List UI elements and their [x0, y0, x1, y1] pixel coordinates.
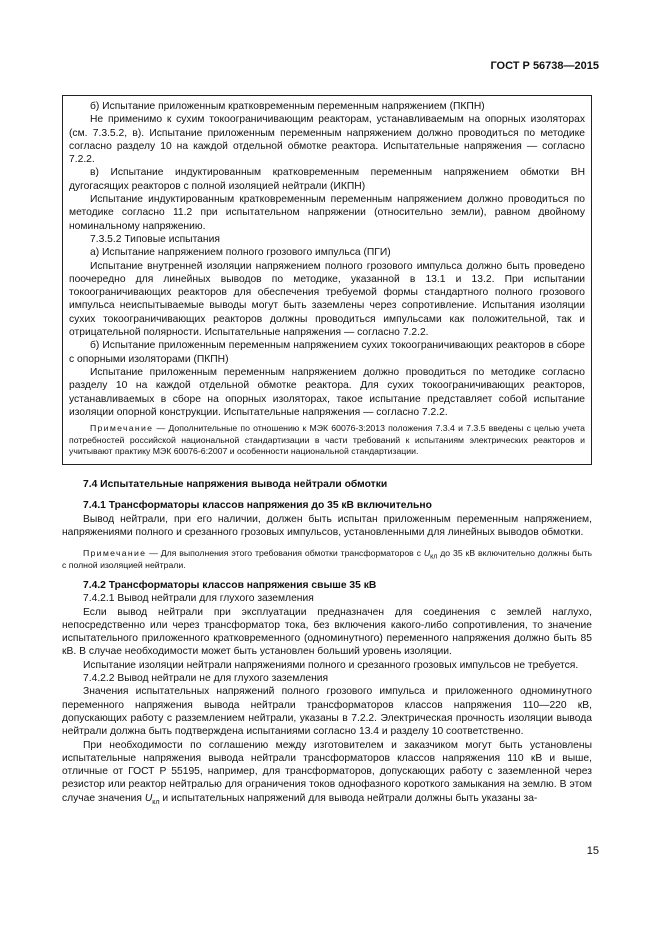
subsection-heading: 7.3.5.2 Типовые испытания [90, 233, 220, 245]
section-heading: 7.4.2 Трансформаторы классов напряжения свыше 35 кВ [83, 580, 377, 591]
document-id: ГОСТ Р 56738—2015 [490, 60, 599, 72]
paragraph: Не применимо к сухим токоограничивающим реакторам, устанавливаемым на опорных изоляторах (см. 7.3.5.2, в). Испытание приложенным переменным напряжением должно проводиться по методике согласно разделу 10 на каждой отдельной обмотке реактора. Испытательные напряжения — согласно 7.2.2. [69, 114, 585, 166]
paragraph: Испытание изоляции нейтрали напряжениями полного и срезанного грозовых импульсов не требуется. [83, 659, 579, 671]
paragraph: Испытание приложенным переменным напряжением должно проводиться по методике согласно разделу 10 на каждой отдельной обмотке реактора. Для сухих токоограничивающих реакторов, устанавливаемых в сборе на опорных изоляторах, такое испытание представляет собой испытание изоляции опорной конструкции. Испытательные напряжения — согласно 7.2.2. [69, 366, 585, 418]
main-text [62, 478, 592, 805]
note-label: Примечание [90, 423, 154, 434]
note: Примечание — Для выполнения этого требования обмотки трансформаторов с $U_{кл}$ до 35 кВ включительно должны быть с полной изоляцией нейтрали. [62, 548, 592, 570]
paragraph: Если вывод нейтрали при эксплуатации предназначен для соединения с землей наглухо, непосредственно или через трансформатор тока, без включения какого-либо сопротивления, то значение испытательного приложенного кратковременного (одноминутного) переменного напряжения должно быть 85 кВ. В случае необходимости может быть установлен больший уровень изоляции. [62, 606, 592, 658]
paragraph: б) Испытание приложенным кратковременным переменным напряжением (ПКПН) [90, 101, 485, 112]
framed-section [62, 95, 592, 465]
note-label: Примечание [83, 548, 147, 559]
section-heading: 7.4 Испытательные напряжения вывода нейтрали обмотки [83, 479, 388, 490]
paragraph: Вывод нейтрали, при его наличии, должен быть испытан приложенным переменным напряжением, напряжениями полного и срезанного грозовых импульсов, установленными для линейных выводов обмотки. [62, 513, 592, 538]
subsection-heading: 7.4.2.1 Вывод нейтрали для глухого заземления [83, 593, 314, 605]
paragraph: При необходимости по соглашению между изготовителем и заказчиком могут быть установлены испытательные напряжения вывода нейтрали трансформаторов классов напряжения 110 кВ и выше, отличные от ГОСТ Р 55195, например, для трансформаторов, допускающих работу с заземленной через резистор или реактор нейтралью для ограничения токов однофазного короткого замыкания на землю. В этом случае значения $U_{кл}$ и испытательных напряжений для вывода нейтрали должны быть указаны за- [62, 739, 592, 806]
paragraph: а) Испытание напряжением полного грозового импульса (ПГИ) [90, 247, 391, 259]
section-heading: 7.4.1 Трансформаторы классов напряжения до 35 кВ включительно [83, 500, 432, 512]
paragraph: Испытание индуктированным кратковременным переменным напряжением должно проводиться по методике согласно 11.2 при испытательном напряжении (относительно земли), равном двойному номинальному напряжению. [69, 194, 585, 232]
paragraph: Значения испытательных напряжений полного грозового импульса и приложенного одноминутного переменного напряжения вывода нейтрали трансформаторов классов напряжения 110—220 кВ, допускающих работу с разземлением нейтрали, указаны в 7.2.2. Электрическая прочность изоляции вывода нейтрали должна быть подтверждена испытаниями согласно 13.4 и разделу 10 соответственно. [62, 686, 592, 738]
note [69, 423, 585, 457]
paragraph: Испытание внутренней изоляции напряжением полного грозового импульса должно быть проведено поочередно для линейных выводов по методике, указанной в 13.1 и 13.2. При испытании токоограничивающих реакторов для обеспечения требуемой формы стандартного полного грозового импульса неиспытываемые выводы могут быть заземлены через сопротивление. Испытания изоляции сухих токоограничивающих реакторов должны проводиться импульсами как положительной, так и отрицательной полярности. Испытательные напряжения — согласно 7.2.2. [69, 260, 585, 339]
subsection-heading: 7.4.2.2 Вывод нейтрали не для глухого заземления [83, 673, 329, 685]
note-text: — Дополнительные по отношению к МЭК 60076-3:2013 положения 7.3.4 и 7.3.5 введены с целью учета потребностей российской национальной стандартизации в части требований к испытаниям электрических реакторов и учитывают практику МЭК 60076-6:2007 и особенности национальной стандартизации. [69, 423, 585, 456]
paragraph: в) Испытание индуктированным кратковременным переменным напряжением обмотки ВН дугогасящих реакторов с полной изоляцией нейтрали (ИКПН) [69, 167, 585, 192]
paragraph: б) Испытание приложенным переменным напряжением сухих токоограничивающих реакторов в сборе с опорными изоляторами (ПКПН) [69, 340, 585, 365]
page-number: 15 [586, 845, 599, 857]
